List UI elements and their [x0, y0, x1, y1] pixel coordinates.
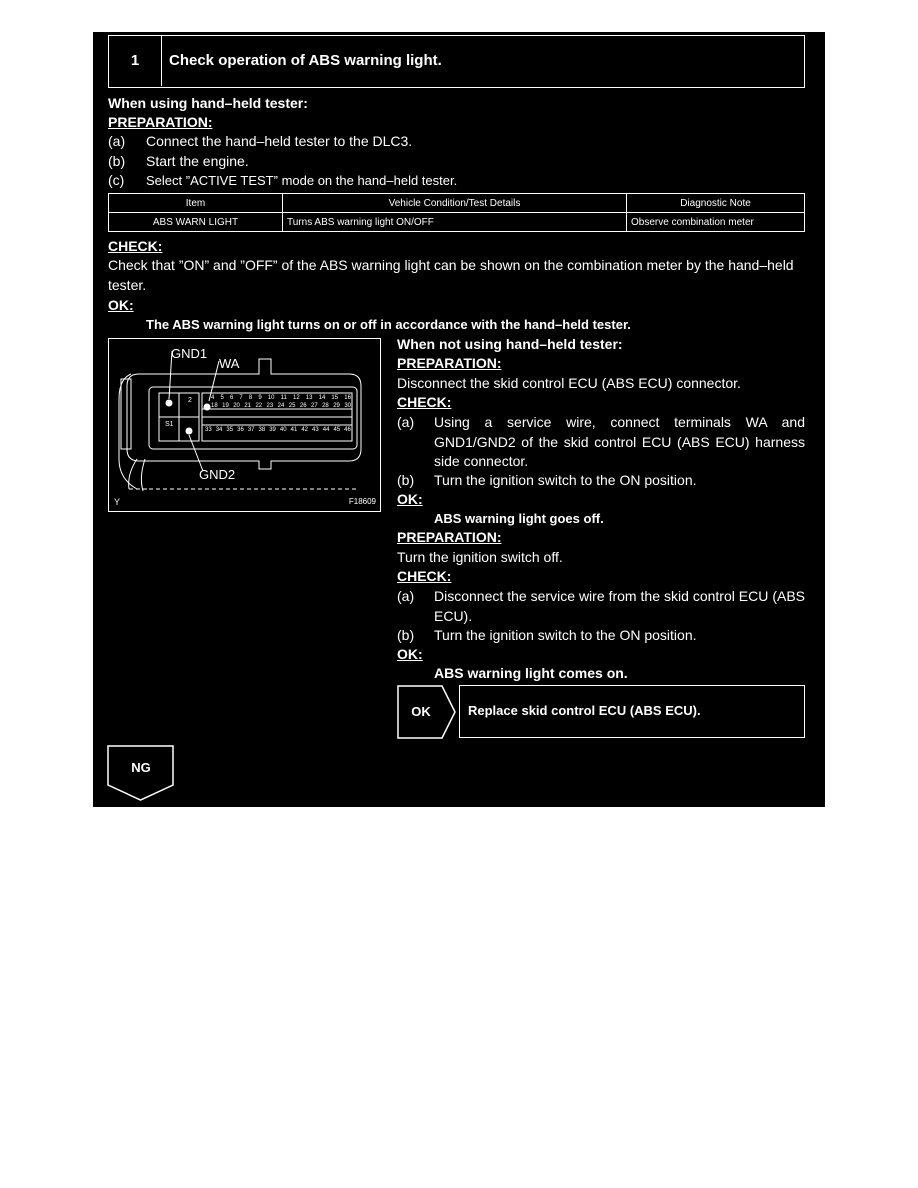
- pin-label: 15: [331, 395, 339, 401]
- connector-drawing: [109, 339, 380, 511]
- table-header-condition: Vehicle Condition/Test Details: [283, 194, 627, 213]
- table-cell-item: ABS WARN LIGHT: [109, 213, 283, 232]
- tester-check-label: CHECK:: [108, 238, 163, 254]
- step-number: 1: [130, 52, 140, 69]
- tester-step-b-marker: (b): [108, 153, 126, 169]
- no-tester-ok2-text: ABS warning light comes on.: [434, 665, 628, 681]
- pin-label: 37: [247, 427, 255, 433]
- tester-check-text: Check that ”ON” and ”OFF” of the ABS warning light can be shown on the combination meter by the hand–held tester.: [108, 257, 794, 293]
- pin-label: 10: [267, 395, 275, 401]
- pin-label: 33: [205, 427, 212, 433]
- tester-preparation-label: PREPARATION:: [108, 114, 213, 130]
- ng-tag-label: NG: [131, 760, 151, 775]
- gnd2-pin-marker: [186, 428, 193, 435]
- tester-step-b-text: Start the engine.: [146, 153, 249, 169]
- pin-label: 41: [290, 427, 298, 433]
- pin-label: 39: [269, 427, 276, 433]
- tester-step-a-marker: (a): [108, 133, 126, 149]
- pin-s1-label: S1: [165, 421, 174, 428]
- pin-label: 45: [333, 427, 341, 433]
- tester-step-a-text: Connect the hand–held tester to the DLC3.: [146, 133, 413, 149]
- pin-label: 36: [237, 427, 244, 433]
- label-gnd2: GND2: [199, 467, 236, 482]
- tester-ok-text: The ABS warning light turns on or off in accordance with the hand–held tester.: [146, 317, 631, 332]
- step-header: [108, 35, 805, 88]
- pin-label: 4: [211, 395, 215, 401]
- pins-row-2: [211, 403, 351, 409]
- no-tester-prep2-label: PREPARATION:: [397, 529, 502, 545]
- pins-row-3: [205, 427, 351, 433]
- active-test-table: [108, 193, 805, 232]
- pin-label: 24: [277, 403, 285, 409]
- ok-action-box: [459, 685, 805, 738]
- table-cell-note: Observe combination meter: [627, 213, 805, 232]
- pin-label: 18: [211, 403, 218, 409]
- check2-step-a-marker: (a): [397, 588, 415, 604]
- no-tester-ok2-label: OK:: [397, 646, 423, 662]
- procedure-panel: [93, 32, 825, 807]
- ok-action-text: Replace skid control ECU (ABS ECU).: [468, 703, 701, 718]
- pin-label: 16: [344, 395, 351, 401]
- pin-label: 22: [255, 403, 263, 409]
- tester-heading: When using hand–held tester:: [108, 95, 308, 111]
- check2-step-b-text: Turn the ignition switch to the ON position.: [434, 627, 697, 643]
- pin-label: 11: [280, 395, 287, 401]
- pin-label: 12: [292, 395, 300, 401]
- check1-step-b-text: Turn the ignition switch to the ON position.: [434, 472, 697, 488]
- pin-label: 20: [233, 403, 240, 409]
- check1-step-a-text: Using a service wire, connect terminals WA and GND1/GND2 of the skid control ECU (ABS ECU) harness side connector.: [434, 414, 805, 469]
- pin-label: 7: [239, 395, 243, 401]
- step-title: Check operation of ABS warning light.: [169, 52, 442, 69]
- pin-label: 42: [301, 427, 309, 433]
- pin-label: 29: [333, 403, 340, 409]
- no-tester-prep1-label: PREPARATION:: [397, 355, 502, 371]
- tester-step-c-marker: (c): [108, 172, 125, 188]
- no-tester-ok1-label: OK:: [397, 491, 423, 507]
- table-header-note: Diagnostic Note: [627, 194, 805, 213]
- pin-label: 40: [279, 427, 287, 433]
- gnd1-pin-marker: [166, 400, 173, 407]
- check2-step-a-text: Disconnect the service wire from the skid control ECU (ABS ECU).: [434, 588, 805, 624]
- no-tester-ok1-text: ABS warning light goes off.: [434, 511, 604, 526]
- pin-label: 34: [215, 427, 223, 433]
- pin-label: 21: [244, 403, 252, 409]
- step-number-cell: [109, 36, 162, 86]
- no-tester-prep2-text: Turn the ignition switch off.: [397, 549, 563, 565]
- pin-label: 46: [344, 427, 351, 433]
- table-cell-condition: Turns ABS warning light ON/OFF: [283, 213, 627, 232]
- check1-step-a-marker: (a): [397, 414, 415, 430]
- table-header-row: [109, 194, 805, 213]
- label-gnd1: GND1: [171, 346, 208, 361]
- pin-label: 8: [248, 395, 253, 401]
- no-tester-prep1-text: Disconnect the skid control ECU (ABS ECU) connector.: [397, 375, 741, 391]
- pin-label: 14: [318, 395, 326, 401]
- pin-label: 25: [288, 403, 296, 409]
- connector-diagram: [108, 338, 381, 512]
- pin-label: 28: [322, 403, 329, 409]
- check1-step-b-marker: (b): [397, 472, 415, 488]
- no-tester-heading: When not using hand–held tester:: [397, 336, 623, 352]
- no-tester-check1-label: CHECK:: [397, 394, 452, 410]
- pin-label: 13: [305, 395, 313, 401]
- label-wa: WA: [219, 356, 240, 371]
- tester-step-c-text: Select ”ACTIVE TEST” mode on the hand–held tester.: [146, 173, 458, 188]
- check2-step-b-marker: (b): [397, 627, 415, 643]
- pin-label: 43: [312, 427, 319, 433]
- wa-pin-marker: [204, 404, 211, 411]
- pin-label: 35: [226, 427, 234, 433]
- pin-label: 9: [258, 395, 262, 401]
- pin-label: 23: [266, 403, 274, 409]
- pin-label: 44: [322, 427, 330, 433]
- figure-id: F18609: [348, 497, 376, 506]
- table-header-item: Item: [109, 194, 283, 213]
- no-tester-check2-label: CHECK:: [397, 568, 452, 584]
- pin-label: 27: [310, 403, 318, 409]
- pin-label: 26: [299, 403, 307, 409]
- pin-label: 30: [344, 403, 351, 409]
- pins-row-1: [211, 395, 351, 401]
- pin-label: 38: [258, 427, 266, 433]
- pin-label: 5: [220, 395, 224, 401]
- pin-label: 19: [222, 403, 229, 409]
- table-row: [109, 213, 805, 232]
- label-y: Y: [114, 497, 121, 507]
- ok-tag-label: OK: [411, 704, 431, 719]
- pin-2-label: 2: [188, 397, 192, 404]
- pin-label: 6: [229, 395, 234, 401]
- tester-ok-label: OK:: [108, 297, 134, 313]
